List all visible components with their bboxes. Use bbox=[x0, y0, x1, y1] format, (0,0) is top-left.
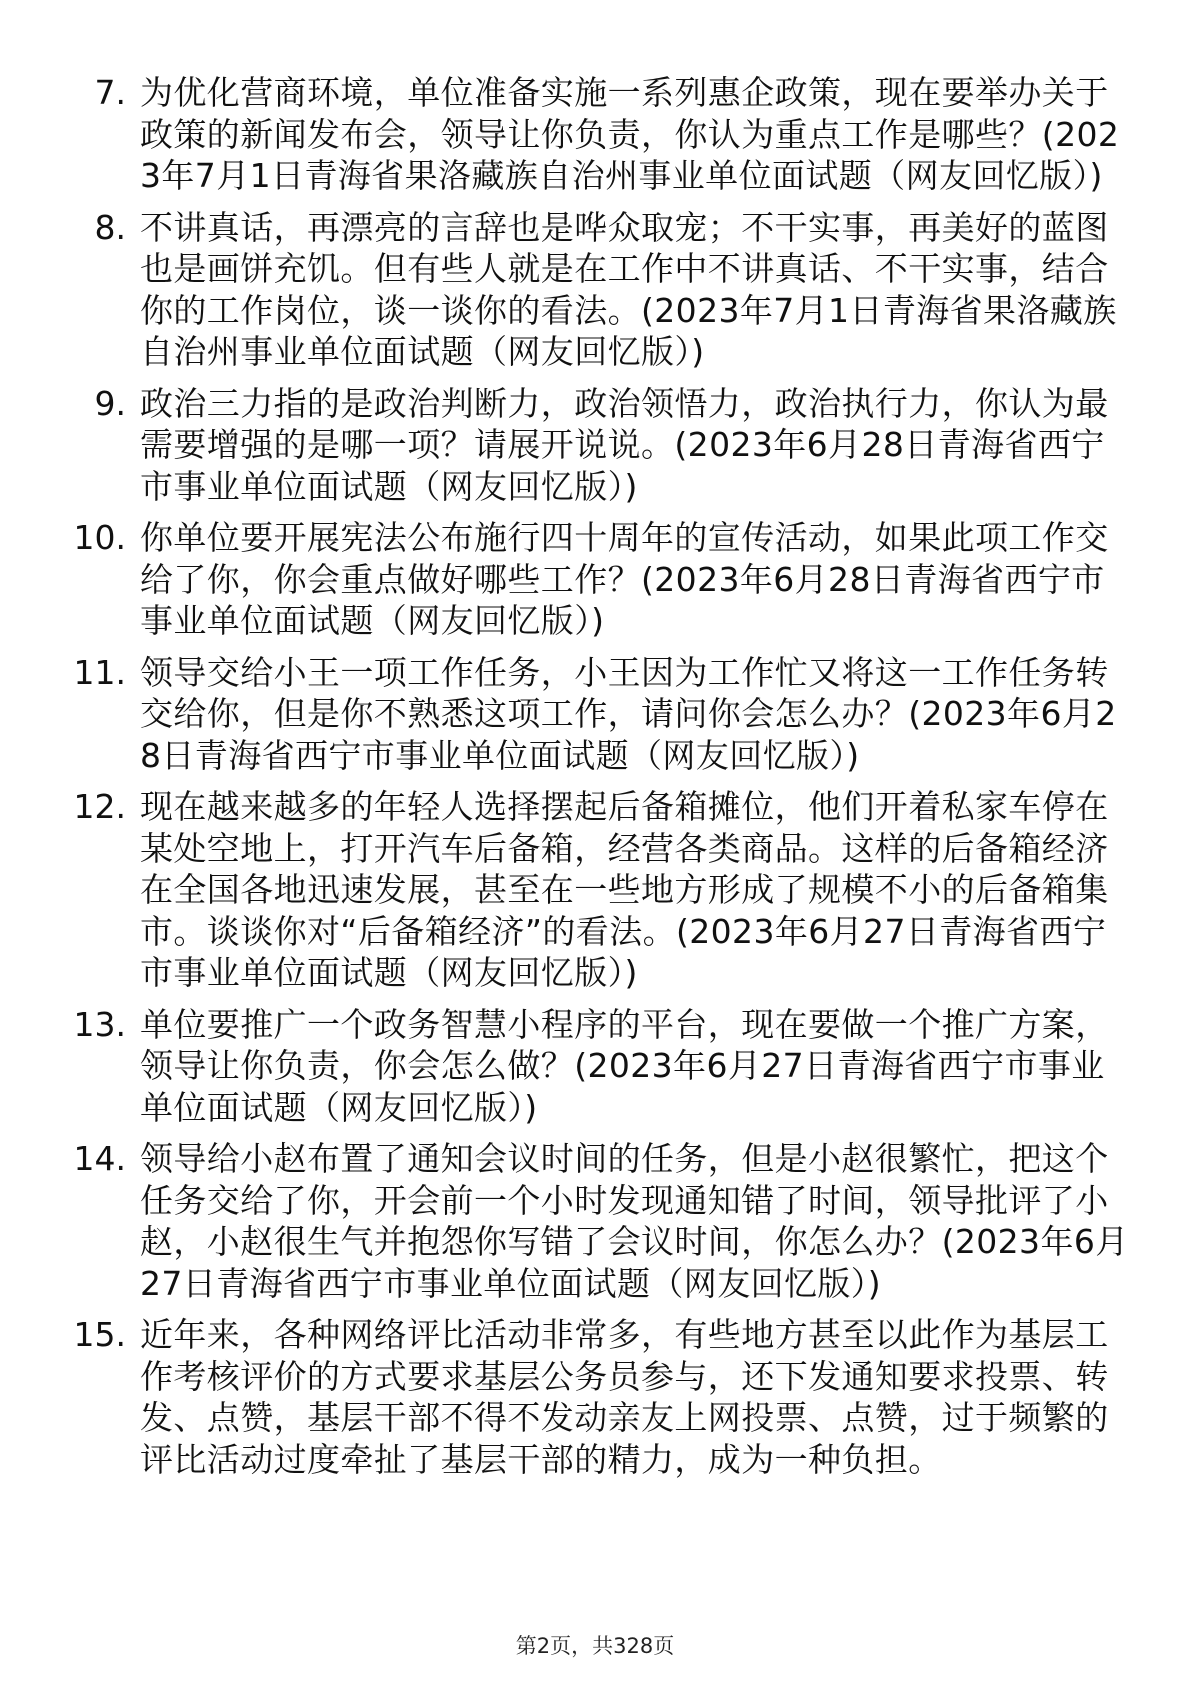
question-text: 为优化营商环境，单位准备实施一系列惠企政策，现在要举办关于政策的新闻发布会，领导让你负责，你认为重点工作是哪些？(2023年7月1日青海省果洛藏族自治州事业单位面试题（网友回忆版）) bbox=[140, 73, 1120, 195]
question-item bbox=[64, 786, 1134, 994]
question-item bbox=[64, 517, 1134, 642]
page-footer: 第2页，共328页 bbox=[515, 1634, 675, 1658]
question-number: 13. bbox=[73, 1004, 126, 1044]
question-number: 11. bbox=[73, 652, 126, 692]
question-item bbox=[64, 72, 1134, 197]
question-item bbox=[64, 1314, 1134, 1480]
question-number: 14. bbox=[73, 1139, 126, 1178]
question-item bbox=[64, 1004, 1134, 1129]
question-item bbox=[64, 383, 1134, 508]
question-text: 近年来，各种网络评比活动非常多，有些地方甚至以此作为基层工作考核评价的方式要求基层公务员参与，还下发通知要求投票、转发、点赞，基层干部不得不发动亲友上网投票、点赞，过于频繁的评比活动过度牵扯了基层干部的精力，成为一种负担。 bbox=[140, 1315, 1109, 1479]
question-number: 15. bbox=[73, 1315, 126, 1354]
question-number: 10. bbox=[73, 518, 126, 557]
question-number: 8. bbox=[94, 207, 126, 247]
question-item bbox=[64, 652, 1134, 777]
question-item bbox=[64, 207, 1134, 373]
question-number: 12. bbox=[73, 787, 126, 826]
question-text: 领导交给小王一项工作任务，小王因为工作忙又将这一工作任务转交给你，但是你不熟悉这项工作，请问你会怎么办？(2023年6月28日青海省西宁市事业单位面试题（网友回忆版）) bbox=[140, 652, 1117, 775]
question-text: 单位要推广一个政务智慧小程序的平台，现在要做一个推广方案，领导让你负责，你会怎么做？(2023年6月27日青海省西宁市事业单位面试题（网友回忆版）) bbox=[140, 1004, 1109, 1127]
question-list bbox=[64, 72, 1134, 1490]
question-number: 9. bbox=[94, 383, 126, 423]
question-text: 政治三力指的是政治判断力，政治领悟力，政治执行力，你认为最需要增强的是哪一项？请展开说说。(2023年6月28日青海省西宁市事业单位面试题（网友回忆版）) bbox=[140, 383, 1109, 506]
question-text: 你单位要开展宪法公布施行四十周年的宣传活动，如果此项工作交给了你，你会重点做好哪些工作？(2023年6月28日青海省西宁市事业单位面试题（网友回忆版）) bbox=[140, 518, 1109, 640]
question-text: 领导给小赵布置了通知会议时间的任务，但是小赵很繁忙，把这个任务交给了你，开会前一个小时发现通知错了时间，领导批评了小赵，小赵很生气并抱怨你写错了会议时间，你怎么办？(2023年6月27日青海省西宁市事业单位面试题（网友回忆版）) bbox=[140, 1139, 1129, 1303]
question-text: 现在越来越多的年轻人选择摆起后备箱摊位，他们开着私家车停在某处空地上，打开汽车后备箱，经营各类商品。这样的后备箱经济在全国各地迅速发展，甚至在一些地方形成了规模不小的后备箱集市。谈谈你对“后备箱经济”的看法。(2023年6月27日青海省西宁市事业单位面试题（网友回忆版）) bbox=[140, 787, 1109, 992]
question-number: 7. bbox=[94, 73, 126, 112]
question-text: 不讲真话，再漂亮的言辞也是哗众取宠；不干实事，再美好的蓝图也是画饼充饥。但有些人就是在工作中不讲真话、不干实事，结合你的工作岗位，谈一谈你的看法。(2023年7月1日青海省果洛藏族自治州事业单位面试题（网友回忆版）) bbox=[140, 207, 1117, 371]
question-item bbox=[64, 1138, 1134, 1304]
